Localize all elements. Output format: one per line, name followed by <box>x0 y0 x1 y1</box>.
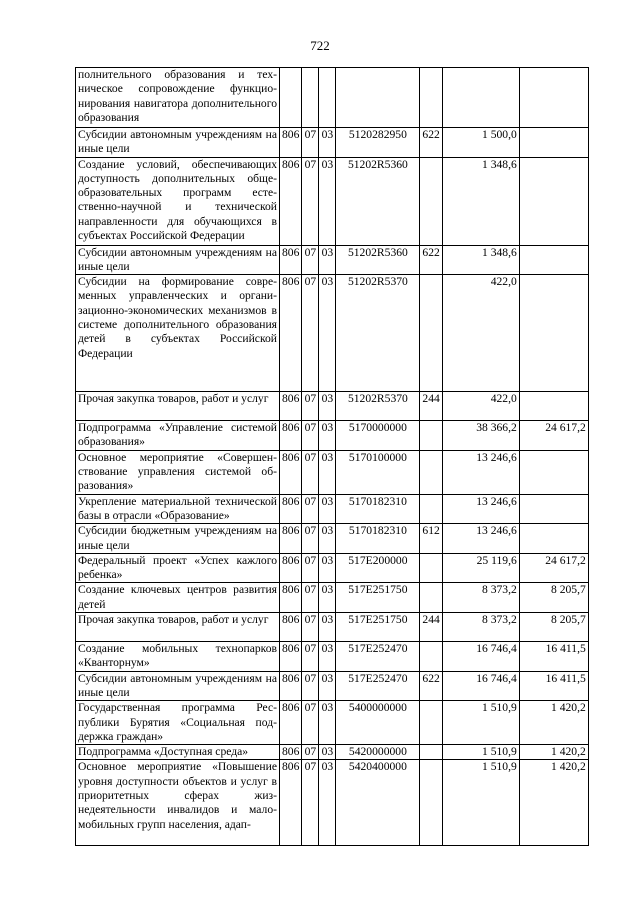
amount-year-1: 1 348,6 <box>442 245 519 275</box>
amount-year-1: 16 746,4 <box>442 642 519 672</box>
table-row <box>76 745 589 760</box>
amount-year-1: 13 246,6 <box>442 524 519 554</box>
expense-type: 622 <box>420 245 442 275</box>
ministry-code: 806 <box>280 275 302 392</box>
expense-type: 244 <box>420 613 442 642</box>
section-code: 07 <box>302 671 319 701</box>
amount-year-2: 1 420,2 <box>519 701 588 745</box>
amount-year-1: 25 119,6 <box>442 553 519 583</box>
amount-year-1 <box>442 68 519 128</box>
subsection-code: 03 <box>319 760 336 846</box>
subsection-code: 03 <box>319 450 336 494</box>
target-article: 5120282950 <box>336 128 420 158</box>
row-name: Субсидии автономным учреждениям на иные цели <box>76 671 280 701</box>
expense-type: 612 <box>420 524 442 554</box>
subsection-code: 03 <box>319 553 336 583</box>
amount-year-1: 1 510,9 <box>442 760 519 846</box>
target-article: 5170100000 <box>336 450 420 494</box>
subsection-code: 03 <box>319 275 336 392</box>
row-name: Создание условий, обеспечивающих доступность дополнительных общеобразовательных программ естественно-научной и технической направленности для обучающихся в субъектах Российской Федерации <box>76 157 280 245</box>
target-article <box>336 68 420 128</box>
section-code: 07 <box>302 494 319 524</box>
target-article: 517E200000 <box>336 553 420 583</box>
subsection-code: 03 <box>319 421 336 451</box>
expense-type <box>420 421 442 451</box>
target-article: 517E252470 <box>336 642 420 672</box>
amount-year-1: 422,0 <box>442 275 519 392</box>
amount-year-1: 8 373,2 <box>442 583 519 613</box>
expense-type <box>420 553 442 583</box>
amount-year-2 <box>519 494 588 524</box>
amount-year-2 <box>519 245 588 275</box>
section-code: 07 <box>302 701 319 745</box>
table-row <box>76 68 589 128</box>
amount-year-2 <box>519 450 588 494</box>
table-row <box>76 245 589 275</box>
expense-type <box>420 68 442 128</box>
table-row <box>76 157 589 245</box>
row-name: Создание мобильных технопарков «Кванторнум» <box>76 642 280 672</box>
row-name: Федеральный проект «Успех кажлого ребенка» <box>76 553 280 583</box>
row-name: Создание ключевых центров развития детей <box>76 583 280 613</box>
section-code: 07 <box>302 745 319 760</box>
table-row <box>76 524 589 554</box>
subsection-code: 03 <box>319 245 336 275</box>
table-row <box>76 421 589 451</box>
expense-type <box>420 494 442 524</box>
target-article: 5420400000 <box>336 760 420 846</box>
subsection-code <box>319 68 336 128</box>
section-code: 07 <box>302 157 319 245</box>
row-name: полнительного образования и техническое сопровождение функционирования навигатора дополнительного образования <box>76 68 280 128</box>
table-row <box>76 128 589 158</box>
expense-type <box>420 701 442 745</box>
row-name: Субсидии автономным учреждениям на иные цели <box>76 245 280 275</box>
target-article: 51202R5360 <box>336 157 420 245</box>
amount-year-2: 1 420,2 <box>519 760 588 846</box>
row-name: Прочая закупка товаров, работ и услуг <box>76 392 280 421</box>
table-row <box>76 392 589 421</box>
expense-type <box>420 450 442 494</box>
subsection-code: 03 <box>319 494 336 524</box>
table-row <box>76 760 589 846</box>
ministry-code: 806 <box>280 671 302 701</box>
row-name: Основное мероприятие «Повышение уровня доступности объектов и услуг в приоритетных сферах жизнедеятельности инвалидов и маломобильных групп населения, адап- <box>76 760 280 846</box>
ministry-code: 806 <box>280 128 302 158</box>
amount-year-2: 8 205,7 <box>519 613 588 642</box>
row-name: Подпрограмма «Доступная среда» <box>76 745 280 760</box>
amount-year-2 <box>519 128 588 158</box>
ministry-code: 806 <box>280 421 302 451</box>
target-article: 51202R5360 <box>336 245 420 275</box>
ministry-code: 806 <box>280 613 302 642</box>
target-article: 5420000000 <box>336 745 420 760</box>
expense-type: 622 <box>420 128 442 158</box>
target-article: 517E252470 <box>336 671 420 701</box>
row-name: Подпрограмма «Управление системой образования» <box>76 421 280 451</box>
amount-year-2 <box>519 524 588 554</box>
section-code: 07 <box>302 613 319 642</box>
section-code: 07 <box>302 760 319 846</box>
section-code: 07 <box>302 245 319 275</box>
section-code: 07 <box>302 553 319 583</box>
ministry-code: 806 <box>280 524 302 554</box>
amount-year-1: 13 246,6 <box>442 450 519 494</box>
expense-type <box>420 157 442 245</box>
amount-year-2: 24 617,2 <box>519 421 588 451</box>
amount-year-2 <box>519 68 588 128</box>
table-row <box>76 494 589 524</box>
target-article: 51202R5370 <box>336 275 420 392</box>
subsection-code: 03 <box>319 701 336 745</box>
expense-type <box>420 745 442 760</box>
amount-year-1: 1 510,9 <box>442 745 519 760</box>
table-row <box>76 701 589 745</box>
amount-year-1: 1 348,6 <box>442 157 519 245</box>
ministry-code: 806 <box>280 745 302 760</box>
subsection-code: 03 <box>319 613 336 642</box>
section-code: 07 <box>302 275 319 392</box>
ministry-code: 806 <box>280 553 302 583</box>
row-name: Государственная программа Республики Бурятия «Социальная поддержка граждан» <box>76 701 280 745</box>
section-code: 07 <box>302 583 319 613</box>
section-code: 07 <box>302 392 319 421</box>
amount-year-2: 1 420,2 <box>519 745 588 760</box>
expense-type: 244 <box>420 392 442 421</box>
budget-table <box>75 67 589 846</box>
expense-type <box>420 583 442 613</box>
subsection-code: 03 <box>319 745 336 760</box>
table-row <box>76 275 589 392</box>
target-article: 517E251750 <box>336 583 420 613</box>
ministry-code <box>280 68 302 128</box>
subsection-code: 03 <box>319 671 336 701</box>
table-row <box>76 583 589 613</box>
section-code: 07 <box>302 128 319 158</box>
row-name: Укрепление материальной технической базы в отрасли «Образование» <box>76 494 280 524</box>
row-name: Субсидии на формирование современных управленческих и организационно-экономических механизмов в системе дополнительного образования детей в субъектах Российской Федерации <box>76 275 280 392</box>
section-code <box>302 68 319 128</box>
amount-year-2: 16 411,5 <box>519 671 588 701</box>
ministry-code: 806 <box>280 701 302 745</box>
target-article: 5170000000 <box>336 421 420 451</box>
target-article: 5400000000 <box>336 701 420 745</box>
ministry-code: 806 <box>280 157 302 245</box>
amount-year-1: 38 366,2 <box>442 421 519 451</box>
amount-year-2: 8 205,7 <box>519 583 588 613</box>
subsection-code: 03 <box>319 157 336 245</box>
amount-year-1: 13 246,6 <box>442 494 519 524</box>
table-row <box>76 450 589 494</box>
ministry-code: 806 <box>280 392 302 421</box>
target-article: 517E251750 <box>336 613 420 642</box>
table-row <box>76 553 589 583</box>
row-name: Субсидии автономным учреждениям на иные цели <box>76 128 280 158</box>
expense-type: 622 <box>420 671 442 701</box>
amount-year-2 <box>519 392 588 421</box>
amount-year-2 <box>519 157 588 245</box>
table-row <box>76 613 589 642</box>
ministry-code: 806 <box>280 642 302 672</box>
subsection-code: 03 <box>319 128 336 158</box>
target-article: 51202R5370 <box>336 392 420 421</box>
section-code: 07 <box>302 524 319 554</box>
expense-type <box>420 642 442 672</box>
section-code: 07 <box>302 421 319 451</box>
page-number: 722 <box>310 38 330 53</box>
amount-year-2: 16 411,5 <box>519 642 588 672</box>
ministry-code: 806 <box>280 583 302 613</box>
amount-year-1: 1 510,9 <box>442 701 519 745</box>
amount-year-1: 8 373,2 <box>442 613 519 642</box>
amount-year-2: 24 617,2 <box>519 553 588 583</box>
amount-year-1: 1 500,0 <box>442 128 519 158</box>
table-row <box>76 671 589 701</box>
ministry-code: 806 <box>280 760 302 846</box>
ministry-code: 806 <box>280 245 302 275</box>
subsection-code: 03 <box>319 524 336 554</box>
target-article: 5170182310 <box>336 524 420 554</box>
section-code: 07 <box>302 450 319 494</box>
section-code: 07 <box>302 642 319 672</box>
ministry-code: 806 <box>280 494 302 524</box>
row-name: Основное мероприятие «Совершенствование управления системой образования» <box>76 450 280 494</box>
subsection-code: 03 <box>319 642 336 672</box>
expense-type <box>420 275 442 392</box>
amount-year-1: 422,0 <box>442 392 519 421</box>
table-row <box>76 642 589 672</box>
amount-year-2 <box>519 275 588 392</box>
row-name: Прочая закупка товаров, работ и услуг <box>76 613 280 642</box>
expense-type <box>420 760 442 846</box>
amount-year-1: 16 746,4 <box>442 671 519 701</box>
ministry-code: 806 <box>280 450 302 494</box>
subsection-code: 03 <box>319 583 336 613</box>
target-article: 5170182310 <box>336 494 420 524</box>
row-name: Субсидии бюджетным учреждениям на иные цели <box>76 524 280 554</box>
subsection-code: 03 <box>319 392 336 421</box>
